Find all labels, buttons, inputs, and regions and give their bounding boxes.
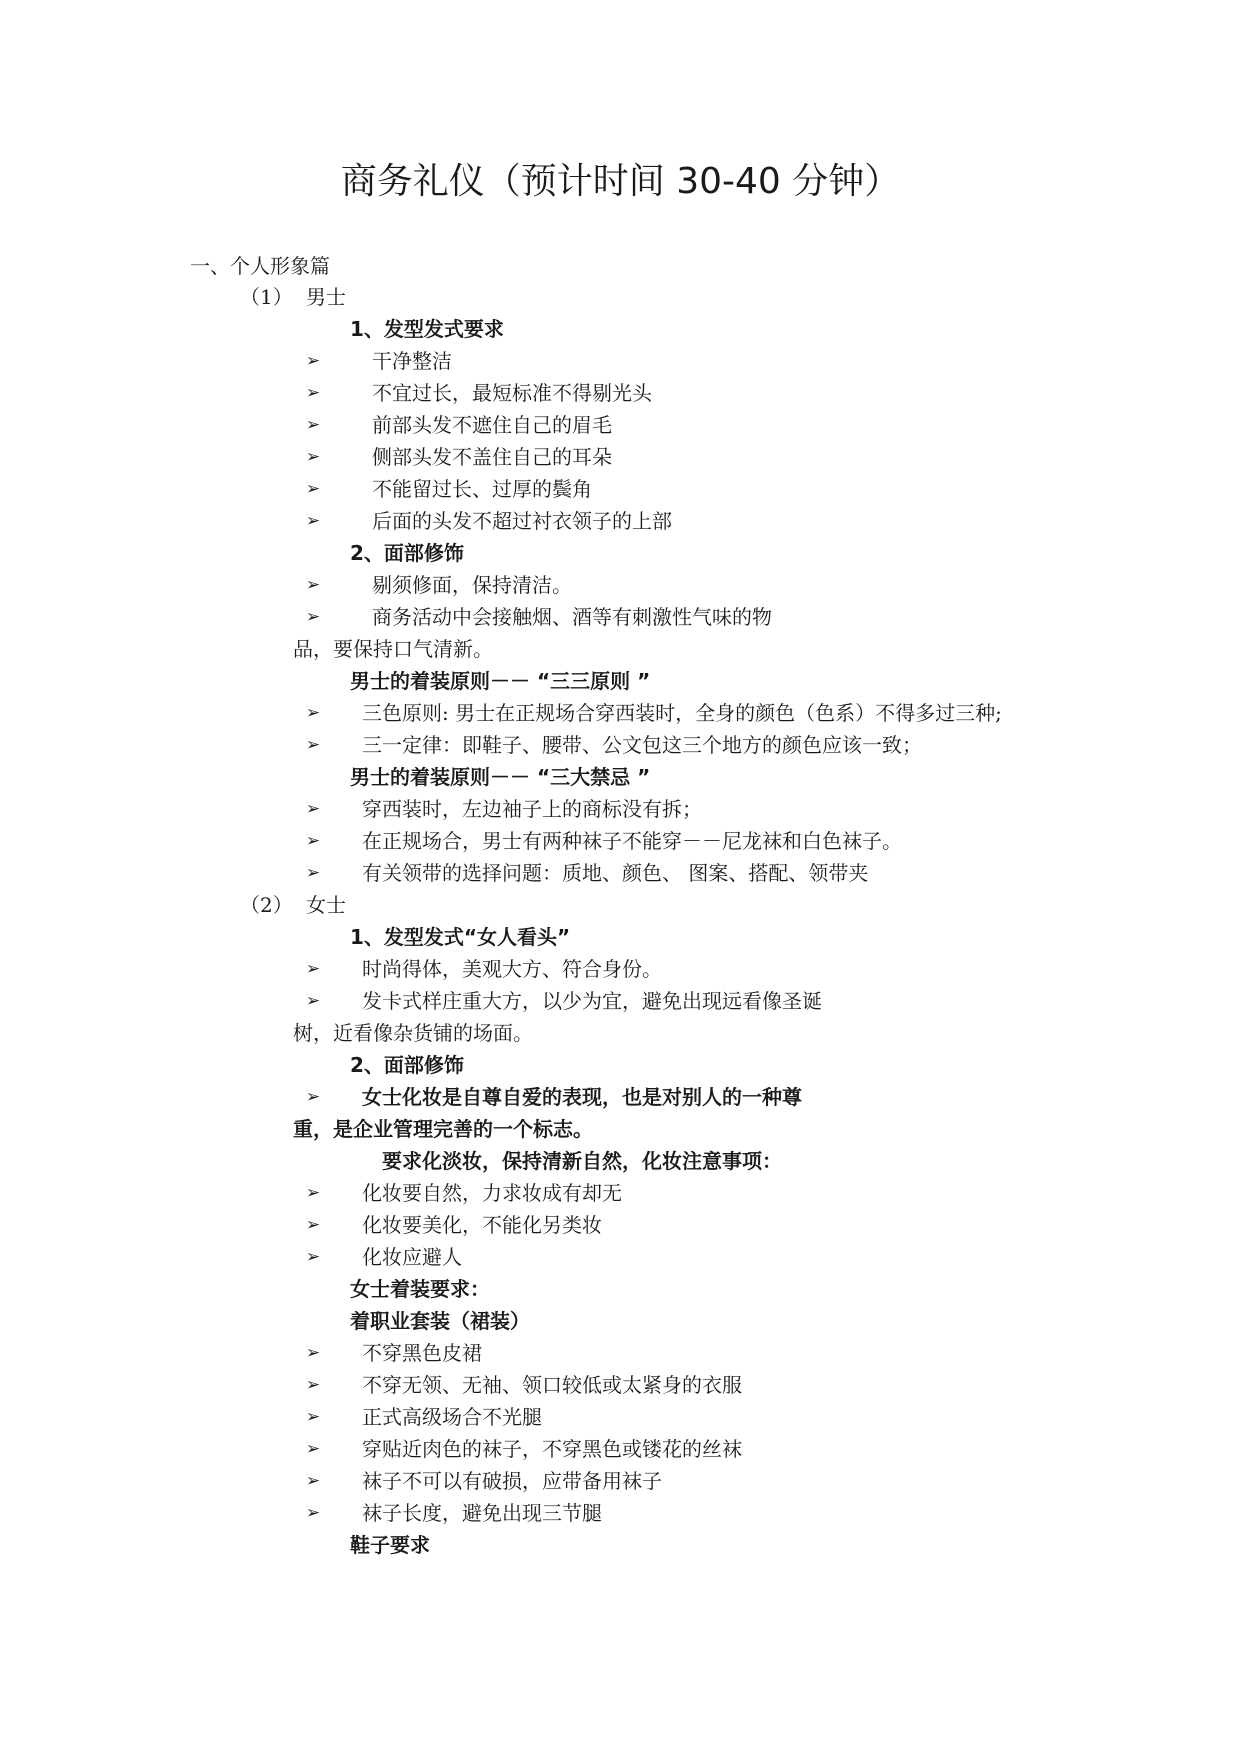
bullet-arrow-icon: ➢ [306, 351, 321, 371]
bullet-arrow-icon: ➢ [306, 735, 321, 755]
part-number: （1） [240, 285, 293, 309]
list-item: 三一定律：即鞋子、腰带、公文包这三个地方的颜色应该一致； [362, 733, 922, 757]
bullet-arrow-icon: ➢ [306, 1087, 321, 1107]
bullet-arrow-icon: ➢ [306, 1375, 321, 1395]
list-item: 剔须修面，保持清洁。 [372, 573, 572, 597]
bullet-arrow-icon: ➢ [306, 1215, 321, 1235]
part-label: 男士 [306, 285, 346, 309]
bullet-arrow-icon: ➢ [306, 607, 321, 627]
bullet-arrow-icon: ➢ [306, 1503, 321, 1523]
list-item: 穿西装时，左边袖子上的商标没有拆； [362, 797, 702, 821]
subheading: 1、发型发式要求 [350, 317, 504, 341]
list-item: 袜子长度，避免出现三节腿 [362, 1501, 602, 1525]
bullet-arrow-icon: ➢ [306, 447, 321, 467]
list-item: 发卡式样庄重大方，以少为宜，避免出现远看像圣诞 [362, 989, 822, 1013]
bullet-arrow-icon: ➢ [306, 575, 321, 595]
list-item: 女士化妆是自尊自爱的表现，也是对别人的一种尊 [362, 1085, 802, 1109]
bullet-arrow-icon: ➢ [306, 1407, 321, 1427]
bullet-arrow-icon: ➢ [306, 1471, 321, 1491]
bullet-arrow-icon: ➢ [306, 863, 321, 883]
subheading: 2、面部修饰 [350, 541, 464, 565]
list-item: 袜子不可以有破损，应带备用袜子 [362, 1469, 662, 1493]
list-item: 不穿无领、无袖、领口较低或太紧身的衣服 [362, 1373, 742, 1397]
list-item: 在正规场合，男士有两种袜子不能穿－－尼龙袜和白色袜子。 [362, 829, 902, 853]
bullet-arrow-icon: ➢ [306, 799, 321, 819]
bullet-arrow-icon: ➢ [306, 703, 321, 723]
list-item-continuation: 重，是企业管理完善的一个标志。 [293, 1117, 593, 1141]
page-title: 商务礼仪（预计时间 30-40 分钟） [340, 161, 901, 202]
list-item-continuation: 品，要保持口气清新。 [293, 637, 493, 661]
bullet-arrow-icon: ➢ [306, 991, 321, 1011]
part-number: （2） [240, 893, 293, 917]
bullet-arrow-icon: ➢ [306, 1343, 321, 1363]
bullet-arrow-icon: ➢ [306, 479, 321, 499]
list-item: 时尚得体，美观大方、符合身份。 [362, 957, 662, 981]
list-item: 侧部头发不盖住自己的耳朵 [372, 445, 612, 469]
list-item: 后面的头发不超过衬衣领子的上部 [372, 509, 672, 533]
list-item: 前部头发不遮住自己的眉毛 [372, 413, 612, 437]
bullet-arrow-icon: ➢ [306, 511, 321, 531]
list-item: 化妆应避人 [362, 1245, 462, 1269]
bullet-arrow-icon: ➢ [306, 959, 321, 979]
subheading: 2、面部修饰 [350, 1053, 464, 1077]
bullet-arrow-icon: ➢ [306, 415, 321, 435]
part-label: 女士 [306, 893, 346, 917]
bullet-arrow-icon: ➢ [306, 831, 321, 851]
bullet-arrow-icon: ➢ [306, 383, 321, 403]
subheading: 1、发型发式“女人看头” [350, 925, 571, 949]
subheading: 男士的着装原则－－ “三大禁忌 ” [350, 765, 651, 789]
list-item: 不宜过长，最短标准不得剔光头 [372, 381, 652, 405]
subheading: 要求化淡妆，保持清新自然，化妆注意事项： [382, 1149, 782, 1173]
list-item: 穿贴近肉色的袜子，不穿黑色或镂花的丝袜 [362, 1437, 742, 1461]
list-item: 不能留过长、过厚的鬓角 [372, 477, 592, 501]
list-item: 三色原则: 男士在正规场合穿西装时，全身的颜色（色系）不得多过三种; [362, 701, 1002, 725]
bullet-arrow-icon: ➢ [306, 1439, 321, 1459]
list-item: 正式高级场合不光腿 [362, 1405, 542, 1429]
bullet-arrow-icon: ➢ [306, 1247, 321, 1267]
list-item: 不穿黑色皮裙 [362, 1341, 482, 1365]
section-heading: 一、个人形象篇 [190, 254, 330, 278]
list-item: 商务活动中会接触烟、酒等有刺激性气味的物 [372, 605, 772, 629]
list-item: 有关领带的选择问题：质地、颜色、 图案、搭配、领带夹 [362, 861, 869, 885]
list-item: 化妆要美化，不能化另类妆 [362, 1213, 602, 1237]
subheading: 男士的着装原则－－ “三三原则 ” [350, 669, 651, 693]
bullet-arrow-icon: ➢ [306, 1183, 321, 1203]
list-item: 干净整洁 [372, 349, 452, 373]
list-item-continuation: 树，近看像杂货铺的场面。 [293, 1021, 533, 1045]
subheading: 女士着装要求： [350, 1277, 490, 1301]
subheading: 鞋子要求 [350, 1533, 430, 1557]
list-item: 化妆要自然，力求妆成有却无 [362, 1181, 622, 1205]
subheading: 着职业套装（裙装） [350, 1309, 530, 1333]
